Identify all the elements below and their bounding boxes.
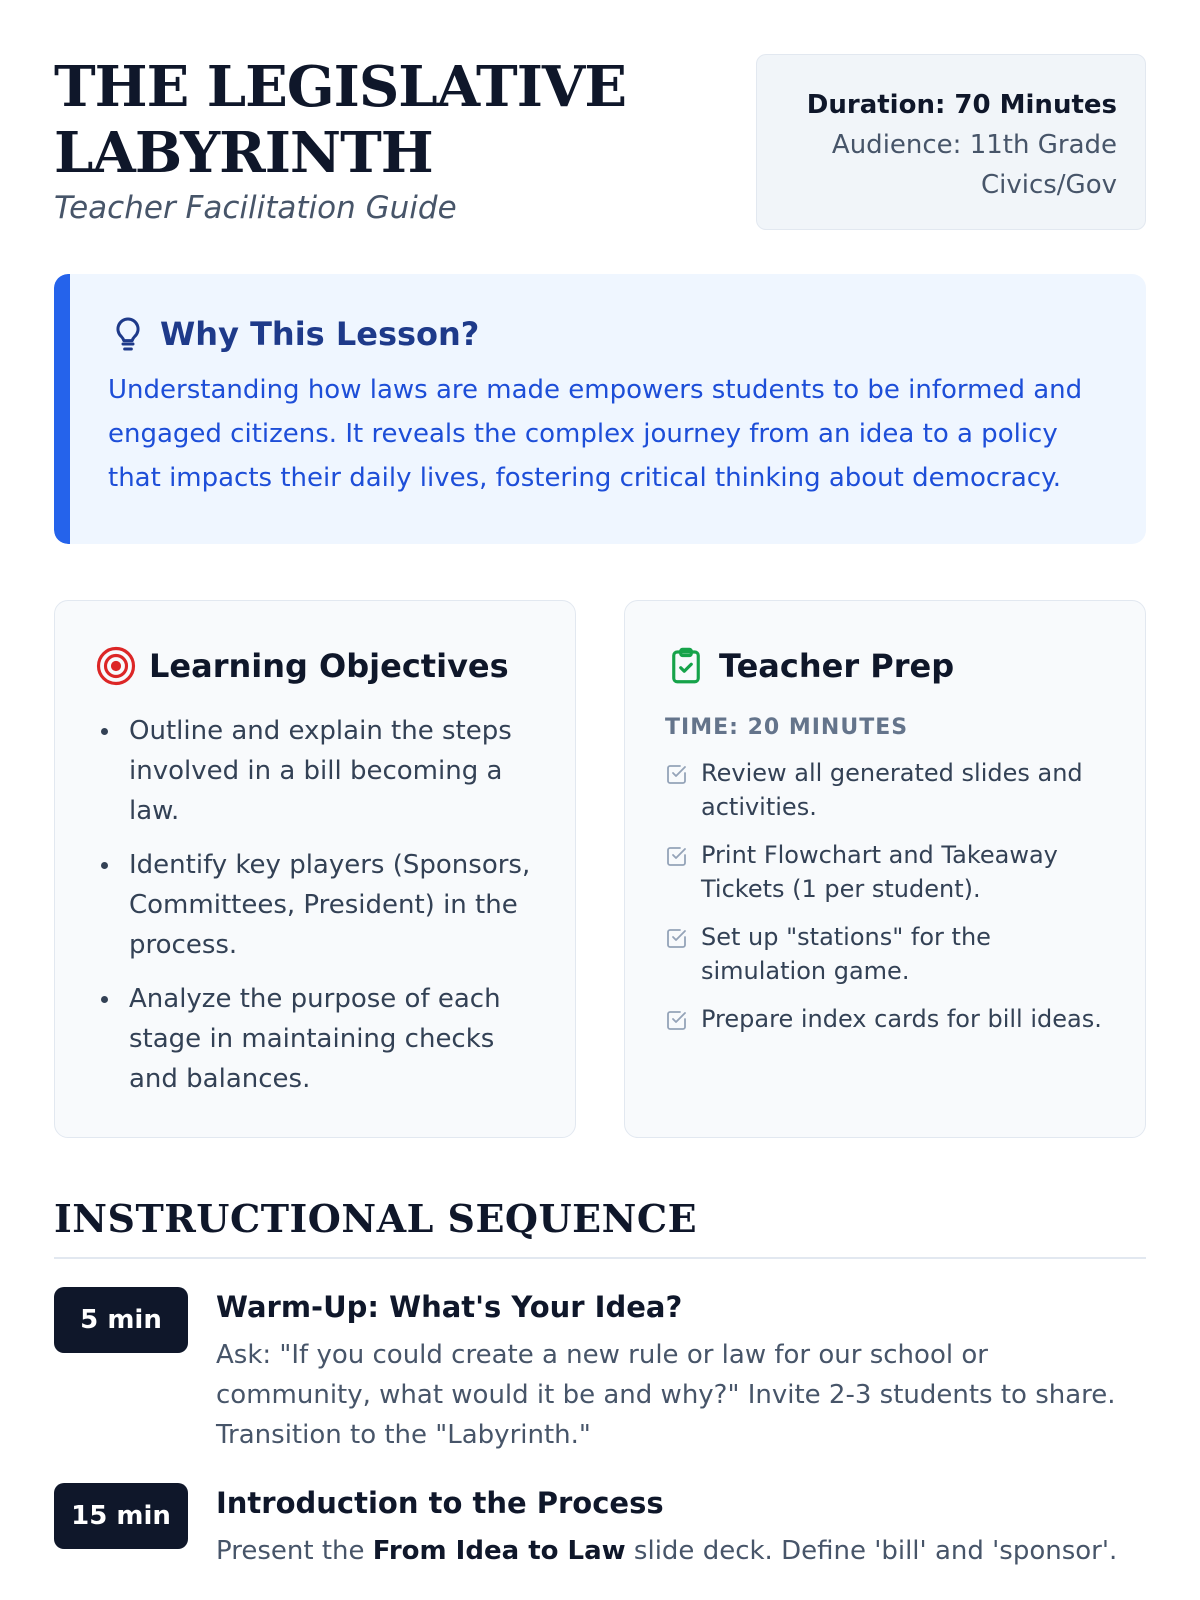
sequence-step — [54, 1287, 1146, 1455]
prep-item-text: Set up "stations" for the simulation game. — [701, 923, 991, 985]
prep-time-label: TIME: 20 MINUTES — [665, 715, 909, 740]
checkbox-checked-icon — [665, 844, 689, 868]
sequence-step-body — [216, 1483, 1146, 1571]
teacher-prep-title: Teacher Prep — [719, 647, 955, 685]
list-item — [665, 920, 1105, 988]
prep-item-text: Review all generated slides and activities. — [701, 759, 1083, 821]
info-cards-row — [54, 600, 1146, 1138]
why-lesson-text: Understanding how laws are made empowers students to be informed and engaged citizens. It reveals the complex journey from an idea to a policy that impacts their daily lives, fostering critical thinking about democracy. — [108, 375, 1083, 493]
list-item — [665, 838, 1105, 906]
list-item: Outline and explain the steps involved in a bill becoming a law. — [95, 711, 535, 831]
why-lesson-title: Why This Lesson? — [160, 315, 480, 353]
sequence-step-title: Warm-Up: What's Your Idea? — [216, 1290, 683, 1324]
list-item: Identify key players (Sponsors, Committees, President) in the process. — [95, 845, 535, 965]
lesson-meta-card — [756, 54, 1146, 230]
checkbox-checked-icon — [665, 762, 689, 786]
sequence-step — [54, 1483, 1146, 1571]
clipboard-check-icon — [665, 645, 707, 687]
instructional-sequence-heading: INSTRUCTIONAL SEQUENCE — [54, 1196, 1146, 1259]
duration-label: Duration: 70 Minutes — [806, 90, 1117, 120]
list-item — [665, 756, 1105, 824]
prep-item-text: Print Flowchart and Takeaway Tickets (1 per student). — [701, 841, 1058, 903]
description-text: slide deck. Define 'bill' and 'sponsor'. — [625, 1536, 1118, 1566]
title-block — [54, 54, 694, 226]
teacher-prep-card — [624, 600, 1146, 1138]
objectives-list — [95, 711, 535, 1099]
sequence-step-body — [216, 1287, 1146, 1455]
title-line-1: THE LEGISLATIVE — [54, 54, 627, 120]
why-lesson-header — [108, 314, 1092, 354]
description-text: Present the — [216, 1536, 373, 1566]
teacher-prep-header — [665, 645, 1105, 687]
sequence-step-description — [216, 1531, 1146, 1571]
sequence-step-description: Ask: "If you could create a new rule or law for our school or community, what would it be and why?" Invite 2-3 students to share. Transition to the "Labyrinth." — [216, 1340, 1116, 1450]
learning-objectives-card — [54, 600, 576, 1138]
prep-item-text: Prepare index cards for bill ideas. — [701, 1005, 1102, 1033]
title-line-2: LABYRINTH — [54, 120, 433, 186]
page-subtitle: Teacher Facilitation Guide — [54, 190, 457, 226]
audience-label-line-2: Civics/Gov — [980, 170, 1117, 200]
checkbox-checked-icon — [665, 926, 689, 950]
audience-label-line-1: Audience: 11th Grade — [831, 130, 1117, 160]
page-title — [54, 54, 694, 186]
duration-badge: 15 min — [54, 1483, 188, 1549]
list-item: Analyze the purpose of each stage in maintaining checks and balances. — [95, 979, 535, 1099]
lightbulb-icon — [108, 314, 148, 354]
list-item — [665, 1002, 1105, 1036]
slide-deck-name: From Idea to Law — [372, 1536, 626, 1566]
target-icon — [95, 645, 137, 687]
learning-objectives-title: Learning Objectives — [149, 647, 509, 685]
sequence-step-title: Introduction to the Process — [216, 1486, 664, 1520]
learning-objectives-header — [95, 645, 535, 687]
header — [54, 54, 1146, 230]
checkbox-checked-icon — [665, 1008, 689, 1032]
prep-checklist — [665, 756, 1105, 1036]
why-lesson-card — [54, 274, 1146, 544]
duration-badge: 5 min — [54, 1287, 188, 1353]
